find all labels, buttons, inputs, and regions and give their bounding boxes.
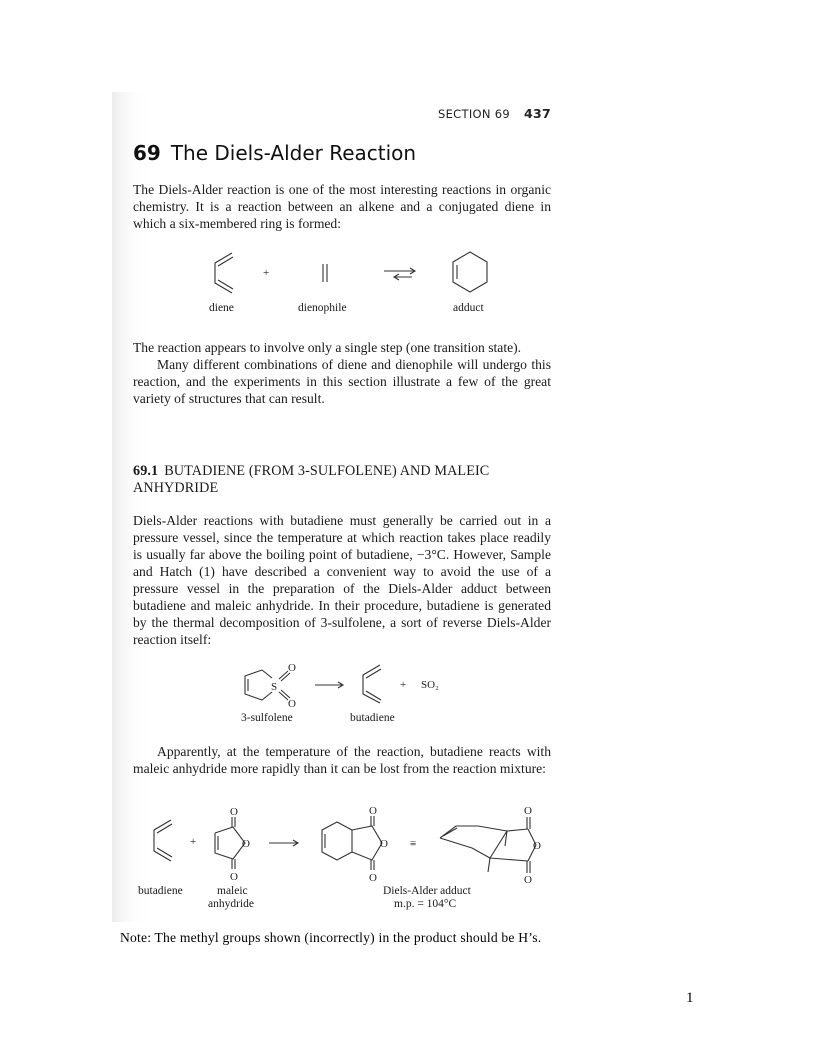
label-3-sulfolene: 3-sulfolene	[241, 712, 293, 724]
svg-text:O: O	[230, 806, 238, 818]
subsection-number: 69.1	[133, 463, 159, 479]
label-diene: diene	[209, 302, 234, 314]
svg-text:O: O	[533, 840, 541, 852]
svg-text:+: +	[400, 679, 407, 691]
svg-text:O: O	[230, 871, 238, 883]
svg-text:O: O	[524, 805, 532, 817]
subsection-title: BUTADIENE (FROM 3-SULFOLENE) AND MALEIC ANHYDRIDE	[133, 463, 490, 496]
label-dienophile: dienophile	[298, 302, 347, 314]
plus-sign: +	[263, 267, 270, 279]
chapter-title-text: The Diels-Alder Reaction	[170, 141, 417, 165]
correction-note: Note: The methyl groups shown (incorrectly) in the product should be H’s.	[120, 930, 542, 945]
equivalence-sign: ≡	[410, 838, 417, 850]
page-number: 1	[686, 990, 694, 1006]
label-butadiene-2: butadiene	[138, 885, 183, 897]
adduct-flat-structure	[322, 822, 352, 860]
paragraph-combinations-text: Many different combinations of diene and dienophile will undergo this reaction, and the experiments in this section illustrate a few of the great variety of structures that can result.	[133, 357, 551, 406]
paragraph-single-step-text: The reaction appears to involve only a single step (one transition state).	[133, 340, 522, 355]
label-anhydride: anhydride	[208, 898, 254, 910]
paragraph-apparently-text: Apparently, at the temperature of the reaction, butadiene reacts with maleic anhydride more rapidly than it can be lost from the reaction mixture:	[133, 744, 551, 776]
svg-text:O: O	[242, 838, 250, 850]
svg-text:O: O	[288, 698, 296, 710]
label-butadiene: butadiene	[350, 712, 395, 724]
svg-text:O: O	[369, 872, 377, 884]
svg-text:O: O	[524, 874, 532, 886]
svg-text:O: O	[380, 838, 388, 850]
label-maleic: maleic	[217, 885, 248, 897]
so2-formula: SO₂	[421, 679, 439, 691]
label-adduct: adduct	[453, 302, 484, 314]
running-head-section: SECTION 69	[438, 107, 510, 121]
svg-text:O: O	[369, 805, 377, 817]
svg-text:S: S	[271, 681, 278, 693]
maleic-anhydride-structure	[215, 827, 245, 859]
label-melting-point: m.p. = 104°C	[394, 898, 457, 910]
svg-text:+: +	[190, 836, 197, 848]
paragraph-butadiene-text: Diels-Alder reactions with butadiene must generally be carried out in a pressure vessel, since the temperature at which reaction takes place readily is usually far above the boiling point of butadiene, −3°C. However, Sample and Hatch (1) have described a convenient way to avoid the use of a pressure vessel in the preparation of the Diels-Alder adduct between butadiene and maleic anhydride. In their procedure, butadiene is generated by the thermal decomposition of 3-sulfolene, a sort of reverse Diels-Alder reaction itself:	[133, 513, 551, 647]
running-head-page: 437	[523, 106, 551, 121]
svg-text:O: O	[288, 662, 296, 674]
chapter-number: 69	[133, 141, 161, 165]
intro-paragraph-text: The Diels-Alder reaction is one of the most interesting reactions in organic chemistry. It is a reaction between an alkene and a conjugated diene in which a six-membered ring is formed:	[133, 182, 551, 231]
label-diels-alder-adduct: Diels-Alder adduct	[383, 885, 471, 897]
